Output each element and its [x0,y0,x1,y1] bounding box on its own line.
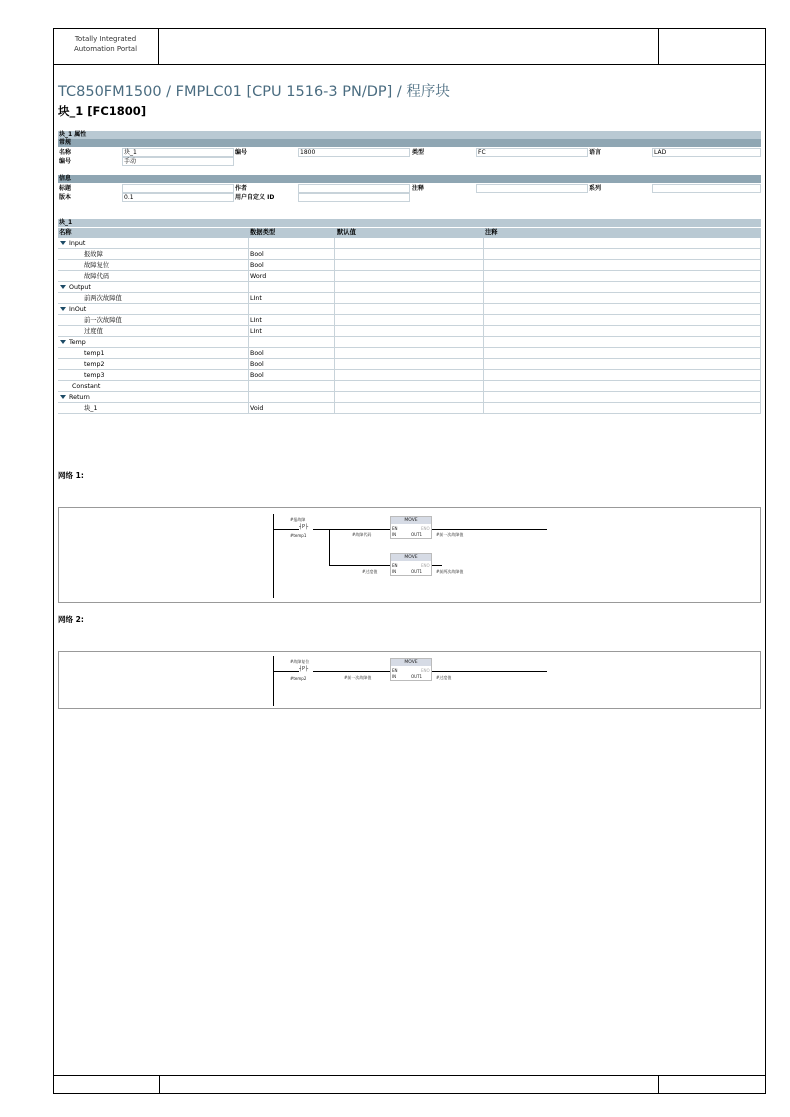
row-name-text: 故障代码 [84,273,110,280]
n2-wire-out [432,671,547,672]
row-name [72,381,100,392]
row-name [84,293,122,304]
cell-divider [248,392,249,403]
interface-section-row [58,282,761,293]
n2-move1-title: MOVE [391,659,431,666]
col-default: 默认值 [337,229,356,236]
row-name [84,260,109,271]
type-value: FC [478,149,486,156]
n1-move2-box [390,553,432,576]
row-name-text: Input [69,240,86,247]
cell-divider [248,293,249,304]
n2-contact-temp: #temp2 [290,676,307,681]
cell-divider [760,260,761,271]
n1-move2-en: EN [392,563,398,568]
comment-label: 注释 [412,185,425,192]
cell-divider [248,337,249,348]
property-row-version [58,193,761,202]
row-name [60,282,91,293]
interface-section-row [58,337,761,348]
row-name-text: Return [69,394,90,401]
number-value: 1800 [300,149,316,156]
network2-label: 网络 2: [58,615,84,624]
comment-cell [476,184,588,193]
family-label: 系列 [589,185,602,192]
n1-move2-out: OUT1 [411,569,423,574]
cell-divider [248,359,249,370]
cell-divider [760,293,761,304]
cell-divider [760,348,761,359]
cell-divider [334,326,335,337]
cell-divider [760,403,761,414]
interface-row [58,315,761,326]
userid-cell [298,193,410,202]
row-name-text: Output [69,284,91,291]
family-cell [652,184,761,193]
language-cell [652,148,761,157]
language-value: LAD [654,149,667,156]
row-name [84,326,103,337]
n2-move1-in-tag: #前一次故障值 [344,675,372,680]
n2-wire-in [273,671,299,672]
interface-row [58,260,761,271]
n1-contact-symbol: ┤P├ [299,524,309,530]
block-title: 块_1 [FC1800] [58,104,147,118]
cell-divider [334,249,335,260]
n1-contact-p: P [302,524,306,530]
cell-divider [334,337,335,348]
cell-divider [760,326,761,337]
n1-wire-main [313,529,402,530]
cell-divider [334,392,335,403]
cell-divider [760,359,761,370]
footer-divider-right [658,1076,659,1094]
interface-row [58,326,761,337]
interface-section-row [58,392,761,403]
interface-row [58,403,761,414]
row-type: LInt [250,295,262,302]
cell-divider [334,359,335,370]
interface-row [58,249,761,260]
info-band: 信息 [58,175,761,183]
n1-move2-title: MOVE [391,554,431,561]
row-name-text: temp2 [84,361,105,368]
cell-divider [248,370,249,381]
property-row-name [58,148,761,157]
cell-divider [334,370,335,381]
properties-section: 块_1 属性 [58,131,761,139]
cell-divider [760,238,761,249]
cell-divider [483,238,484,249]
cell-divider [248,249,249,260]
network1-label: 网络 1: [58,471,84,480]
n1-wire-eno2 [432,565,442,566]
n2-move1-box [390,658,432,681]
page-footer [53,1075,766,1094]
n2-wire-main [313,671,402,672]
cell-divider [483,359,484,370]
row-name-text: 前一次故障值 [84,317,122,324]
n2-move1-eno: ENO [421,668,430,673]
n1-move1-in-tag: #故障代码 [352,532,372,537]
row-type: Word [250,273,267,280]
interface-row [58,348,761,359]
numbering-value: 手动 [124,158,137,165]
row-type: Bool [250,251,264,258]
cell-divider [248,326,249,337]
n1-wire-in [273,529,299,530]
interface-section-row [58,238,761,249]
interface-section-row [58,304,761,315]
interface-section-row [58,381,761,392]
numbering-label: 编号 [59,158,72,165]
row-name [84,370,104,381]
cell-divider [334,260,335,271]
interface-header-row [58,228,761,238]
name-value: 块_1 [124,149,137,156]
row-name [84,249,103,260]
n1-move1-out: OUT1 [411,532,423,537]
type-label: 类型 [412,149,425,156]
cell-divider [334,238,335,249]
n1-move2-in-tag: #过度值 [362,569,378,574]
row-type: Void [250,405,264,412]
n1-move1-box [390,516,432,539]
n2-move1-out-tag: #过度值 [436,675,452,680]
cell-divider [334,293,335,304]
footer-divider-left [159,1076,160,1094]
n1-move1-in: IN [392,532,397,537]
expand-arrow-icon[interactable] [60,285,66,289]
row-type: Bool [250,262,264,269]
cell-divider [760,392,761,403]
cell-divider [760,337,761,348]
network2-box [58,651,761,709]
general-band: 常规 [58,139,761,147]
n1-move1-en: EN [392,526,398,531]
row-name-text: 报故障 [84,251,103,258]
cell-divider [248,381,249,392]
interface-section: 块_1 [58,219,761,227]
cell-divider [248,315,249,326]
cell-divider [483,304,484,315]
cell-divider [248,271,249,282]
row-type: LInt [250,317,262,324]
row-name [84,271,109,282]
n2-contact-p: P [302,666,306,672]
cell-divider [483,315,484,326]
cell-divider [760,370,761,381]
company-cell [53,28,159,64]
n1-power-rail [273,514,274,598]
cell-divider [334,381,335,392]
cell-divider [760,249,761,260]
row-name-text: InOut [69,306,87,313]
cell-divider [248,403,249,414]
property-row-title [58,184,761,193]
cell-divider [483,293,484,304]
interface-row [58,271,761,282]
cell-divider [334,271,335,282]
title-cell [122,184,234,193]
n1-move1-eno: ENO [421,526,430,531]
cell-divider [760,271,761,282]
number-label: 编号 [235,149,248,156]
row-name-text: Constant [72,383,101,390]
cell-divider [248,304,249,315]
header-divider [658,28,659,64]
row-type: Bool [250,350,264,357]
row-name [60,304,86,315]
n1-move2-in: IN [392,569,397,574]
cell-divider [334,282,335,293]
cell-divider [760,304,761,315]
cell-divider [248,238,249,249]
cell-divider [483,348,484,359]
cell-divider [334,304,335,315]
n1-move1-title: MOVE [391,517,431,524]
page-header [53,28,766,65]
row-name [84,315,122,326]
expand-arrow-icon[interactable] [60,340,66,344]
n2-move1-in: IN [392,674,397,679]
row-name-text: Temp [69,339,86,346]
row-name-text: temp3 [84,372,105,379]
n2-contact-tag: #故障复位 [290,659,310,664]
n2-power-rail [273,656,274,706]
author-cell [298,184,410,193]
cell-divider [483,370,484,381]
row-name [84,348,104,359]
language-label: 语言 [589,149,602,156]
cell-divider [248,348,249,359]
property-row-numbering [58,157,761,166]
n1-wire-out [432,529,547,530]
row-name-text: 过度值 [84,328,103,335]
row-type: Bool [250,372,264,379]
row-name-text: temp1 [84,350,105,357]
row-name-text: 故障复位 [84,262,110,269]
n1-branch-vertical [329,529,330,566]
cell-divider [760,315,761,326]
row-name [60,337,86,348]
n2-contact-symbol: ┤P├ [299,666,309,672]
row-name [60,392,90,403]
n1-move2-out-tag: #前两次故障值 [436,569,464,574]
cell-divider [248,260,249,271]
n1-contact-tag: #报故障 [290,517,306,522]
network1-box [58,507,761,603]
interface-rows [58,238,761,414]
company-line2: Automation Portal [73,45,138,53]
interface-row [58,293,761,304]
name-cell [122,148,234,157]
cell-divider [483,326,484,337]
author-label: 作者 [235,185,248,192]
n1-move1-out-tag: #前一次故障值 [436,532,464,537]
name-label: 名称 [59,149,72,156]
cell-divider [483,403,484,414]
interface-row [58,359,761,370]
cell-divider [483,282,484,293]
cell-divider [483,381,484,392]
cell-divider [483,249,484,260]
cell-divider [334,403,335,414]
expand-arrow-icon[interactable] [60,241,66,245]
row-name [84,403,97,414]
row-type: LInt [250,328,262,335]
cell-divider [483,337,484,348]
row-name-text: 前两次故障值 [84,295,122,302]
row-name [84,359,104,370]
n1-move2-eno: ENO [421,563,430,568]
interface-row [58,370,761,381]
row-name-text: 块_1 [84,405,98,412]
n2-move1-out: OUT1 [411,674,423,679]
row-name [60,238,85,249]
col-name: 名称 [59,229,72,236]
userid-label: 用户自定义 ID [235,194,275,201]
numbering-cell [122,157,234,166]
cell-divider [334,315,335,326]
row-type: Bool [250,361,264,368]
cell-divider [760,381,761,392]
n2-move1-en: EN [392,668,398,673]
cell-divider [483,271,484,282]
cell-divider [248,282,249,293]
expand-arrow-icon[interactable] [60,395,66,399]
cell-divider [334,348,335,359]
type-cell [476,148,588,157]
col-type: 数据类型 [250,229,276,236]
n1-contact-temp: #temp1 [290,533,307,538]
version-label: 版本 [59,194,72,201]
cell-divider [760,282,761,293]
cell-divider [483,392,484,403]
cell-divider [483,260,484,271]
page-title: TC850FM1500 / FMPLC01 [CPU 1516-3 PN/DP] / 程序块 [58,84,450,100]
version-value: 0.1 [124,194,134,201]
expand-arrow-icon[interactable] [60,307,66,311]
title-label: 标题 [59,185,72,192]
interface-table [58,228,761,414]
version-cell [122,193,234,202]
col-comment: 注释 [485,229,498,236]
company-line1: Totally Integrated [74,35,137,43]
